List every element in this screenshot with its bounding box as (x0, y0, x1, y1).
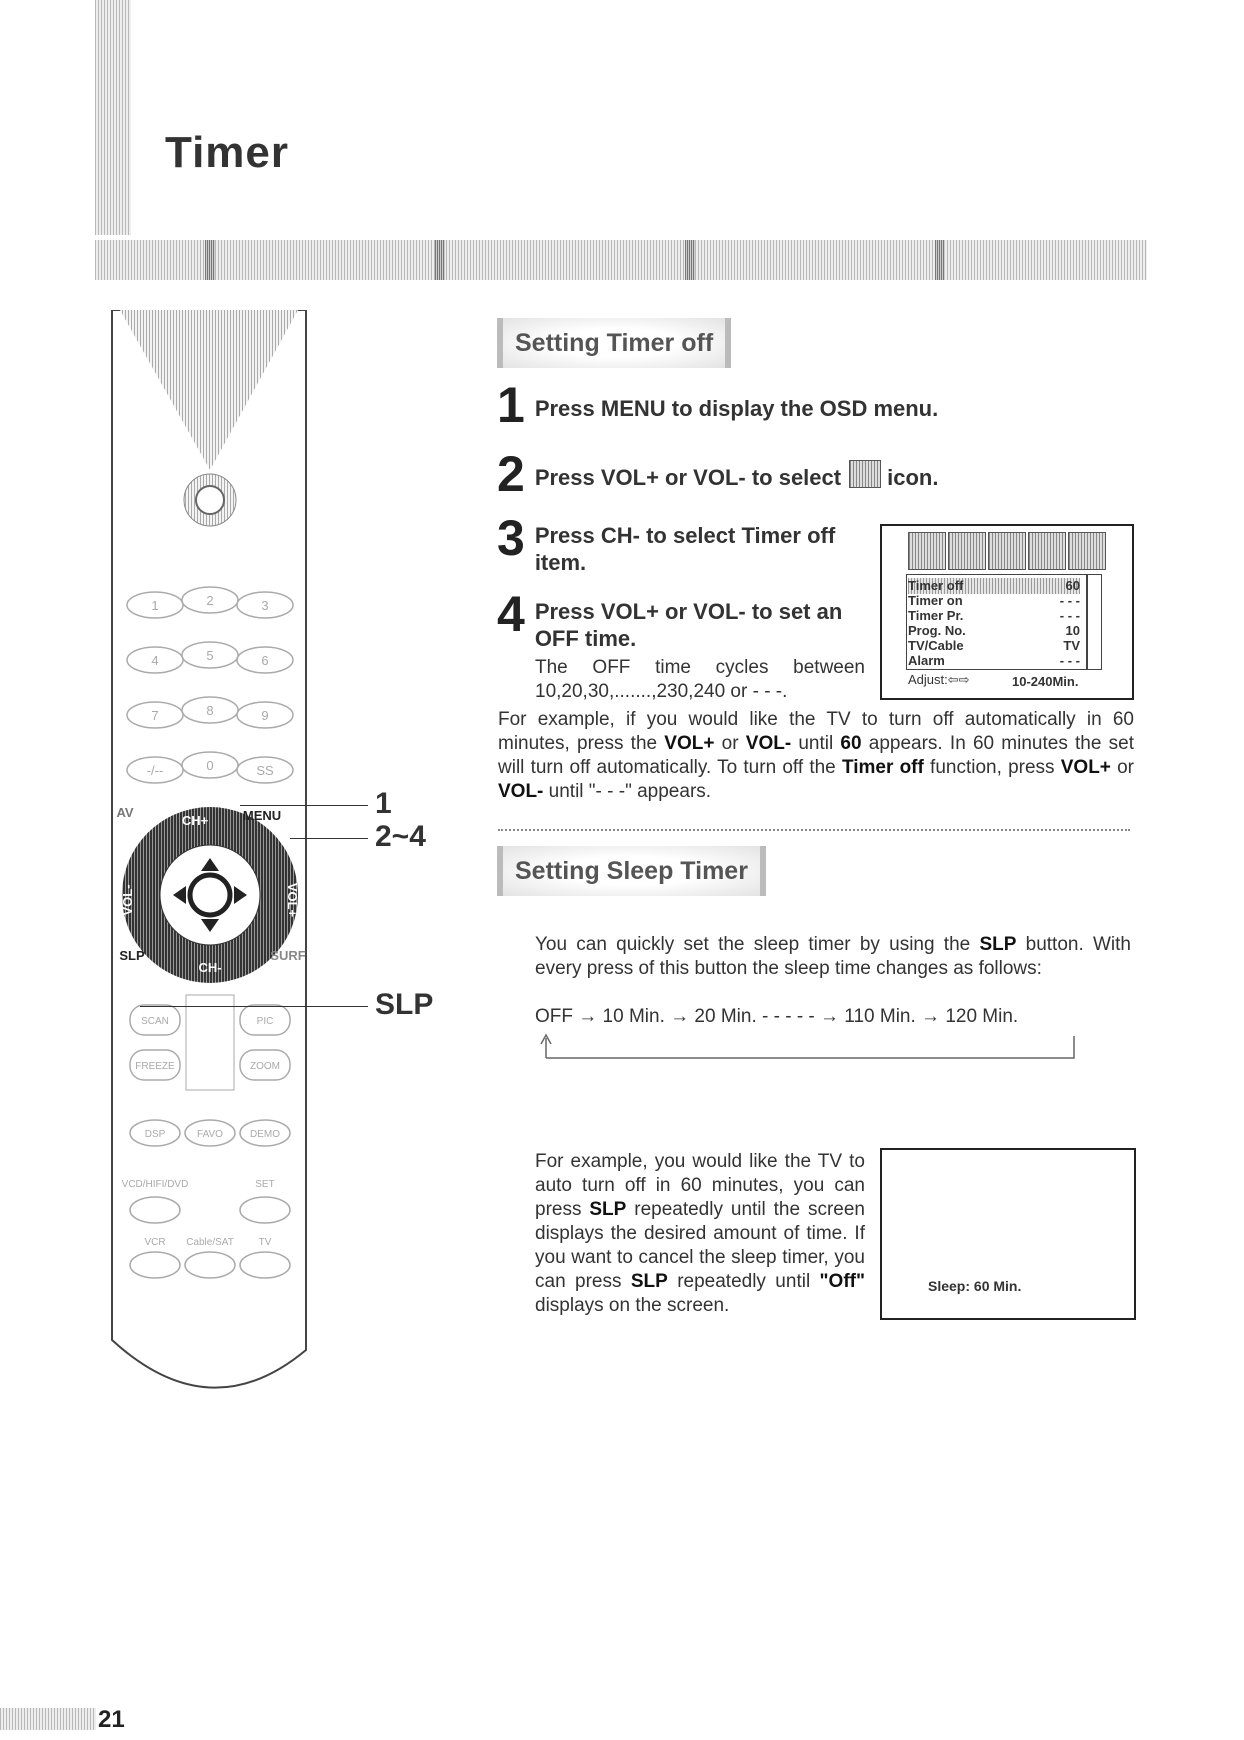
band-mark (935, 240, 945, 280)
step-text: Press VOL+ or VOL- to set an OFF time. (534, 599, 843, 651)
osd-label: Prog. No. (908, 623, 966, 638)
svg-text:0: 0 (206, 758, 214, 773)
svg-text:DEMO: DEMO (250, 1129, 280, 1140)
svg-text:AV: AV (116, 805, 134, 820)
svg-text:FREEZE: FREEZE (135, 1061, 175, 1072)
svg-text:SCAN: SCAN (141, 1016, 169, 1027)
step-text: Press VOL+ or VOL- to select (534, 465, 842, 490)
svg-text:6: 6 (261, 653, 269, 668)
svg-text:VCD/HIFI/DVD: VCD/HIFI/DVD (121, 1179, 189, 1190)
channel-icon (1068, 532, 1106, 570)
sequence-loop-arrow (538, 1032, 1084, 1060)
svg-text:8: 8 (206, 703, 214, 718)
osd-scrollbar (1086, 574, 1102, 670)
svg-text:2: 2 (206, 593, 214, 608)
callout-1: 1 (375, 787, 392, 820)
header-band (95, 240, 1147, 280)
svg-text:FAVO: FAVO (197, 1129, 223, 1140)
sleep-sequence: OFF → 10 Min. → 20 Min. - - - - - → 110 Min. → 120 Min. (535, 1006, 1019, 1027)
sleep-intro: You can quickly set the sleep timer by using the SLP button. With every press of this button the sleep time changes as follows: (535, 934, 1131, 979)
osd-row-tv-cable (908, 638, 1080, 654)
band-mark (435, 240, 445, 280)
page-number-pattern (0, 1708, 96, 1730)
page-title: Timer (165, 128, 290, 177)
step-text: Press CH- to select Timer off item. (534, 523, 836, 575)
svg-text:-/--: -/-- (146, 763, 164, 778)
ok-button (190, 875, 230, 915)
osd-label: Alarm (908, 653, 945, 668)
osd-row-timer-pr (908, 608, 1080, 624)
svg-text:TV: TV (258, 1237, 272, 1248)
cycle-text: The OFF time cycles between 10,20,30,.......,230,240 or - - -. (535, 657, 865, 702)
svg-text:Cable/SAT: Cable/SAT (186, 1237, 234, 1248)
setup-icon (1028, 532, 1066, 570)
osd-label: TV/Cable (908, 638, 964, 653)
callout-line (290, 838, 368, 839)
svg-text:SET: SET (255, 1179, 275, 1190)
svg-text:5: 5 (206, 648, 214, 663)
svg-text:1: 1 (151, 598, 159, 613)
title-side-bar (95, 0, 131, 235)
step-1 (497, 377, 939, 433)
timer-icon (988, 532, 1026, 570)
svg-text:CH-: CH- (198, 960, 222, 975)
sleep-screen-text: Sleep: 60 Min. (928, 1278, 1022, 1294)
step-number: 3 (497, 510, 525, 566)
svg-text:VOL-: VOL- (120, 884, 135, 916)
svg-text:ZOOM: ZOOM (250, 1061, 280, 1072)
step-number: 4 (497, 586, 525, 642)
svg-text:7: 7 (151, 708, 159, 723)
svg-text:VOL+: VOL+ (285, 882, 300, 918)
osd-row-timer-on (908, 593, 1080, 609)
svg-text:SLP: SLP (119, 948, 145, 963)
callout-line (140, 1006, 368, 1007)
timer-off-example: For example, if you would like the TV to turn off automatically in 60 minutes, press the VOL+ or VOL- until 60 appears. In 60 minutes the set will turn off automatically. To turn off the Timer off function, press VOL+ or VOL- until "- - -" appears. (498, 709, 1135, 802)
osd-value: 10 (1065, 623, 1080, 638)
timer-menu-icon (849, 460, 881, 488)
osd-value: 60 (1065, 578, 1080, 593)
step-text-end: icon. (887, 465, 939, 490)
osd-range: 10-240Min. (1012, 674, 1079, 689)
svg-text:SURF: SURF (270, 948, 306, 963)
sleep-example: For example, you would like the TV to auto turn off in 60 minutes, you can press SLP repeatedly until the screen displays the desired amount of time. If you want to cancel the sleep timer, you can press SLP repeatedly until "Off" displays on the screen. (535, 1151, 865, 1316)
osd-label: Timer off (908, 578, 964, 593)
osd-value: - - - (1059, 593, 1080, 608)
callout-slp: SLP (375, 988, 434, 1021)
osd-row-alarm (908, 653, 1080, 669)
sleep-screen-illustration (880, 1148, 1136, 1320)
osd-row-prog-no (908, 623, 1080, 639)
osd-value: - - - (1059, 608, 1080, 623)
svg-text:MENU: MENU (242, 808, 282, 823)
osd-adjust-label: Adjust:⇦⇨ (908, 672, 970, 687)
osd-value: - - - (1059, 653, 1080, 668)
step-number: 2 (497, 446, 525, 502)
svg-text:4: 4 (151, 653, 159, 668)
section-divider (498, 829, 1130, 831)
band-mark (685, 240, 695, 280)
callout-line (240, 805, 368, 806)
osd-menu-illustration (880, 524, 1134, 700)
svg-text:DSP: DSP (144, 1129, 166, 1140)
svg-text:CH+: CH+ (181, 813, 209, 828)
osd-label: Timer Pr. (908, 608, 964, 623)
svg-text:PIC: PIC (256, 1016, 274, 1027)
step-2 (497, 446, 939, 502)
svg-text:3: 3 (261, 598, 269, 613)
osd-row-timer-off (908, 578, 1080, 594)
section-heading-timer-off: Setting Timer off (497, 318, 731, 368)
svg-text:9: 9 (261, 708, 269, 723)
step-3 (497, 510, 867, 576)
picture-icon (908, 532, 946, 570)
step-4 (497, 586, 867, 652)
section-heading-sleep-timer: Setting Sleep Timer (497, 846, 766, 896)
osd-value: TV (1063, 638, 1080, 653)
svg-text:VCR: VCR (144, 1237, 166, 1248)
step-number: 1 (497, 377, 525, 433)
page-number: 21 (98, 1706, 125, 1733)
remote-control-illustration (110, 310, 310, 1510)
sound-icon (948, 532, 986, 570)
callout-2-4: 2~4 (375, 820, 426, 853)
band-mark (205, 240, 215, 280)
osd-label: Timer on (908, 593, 963, 608)
step-text: Press MENU to display the OSD menu. (534, 396, 939, 421)
svg-text:SS: SS (256, 763, 274, 778)
